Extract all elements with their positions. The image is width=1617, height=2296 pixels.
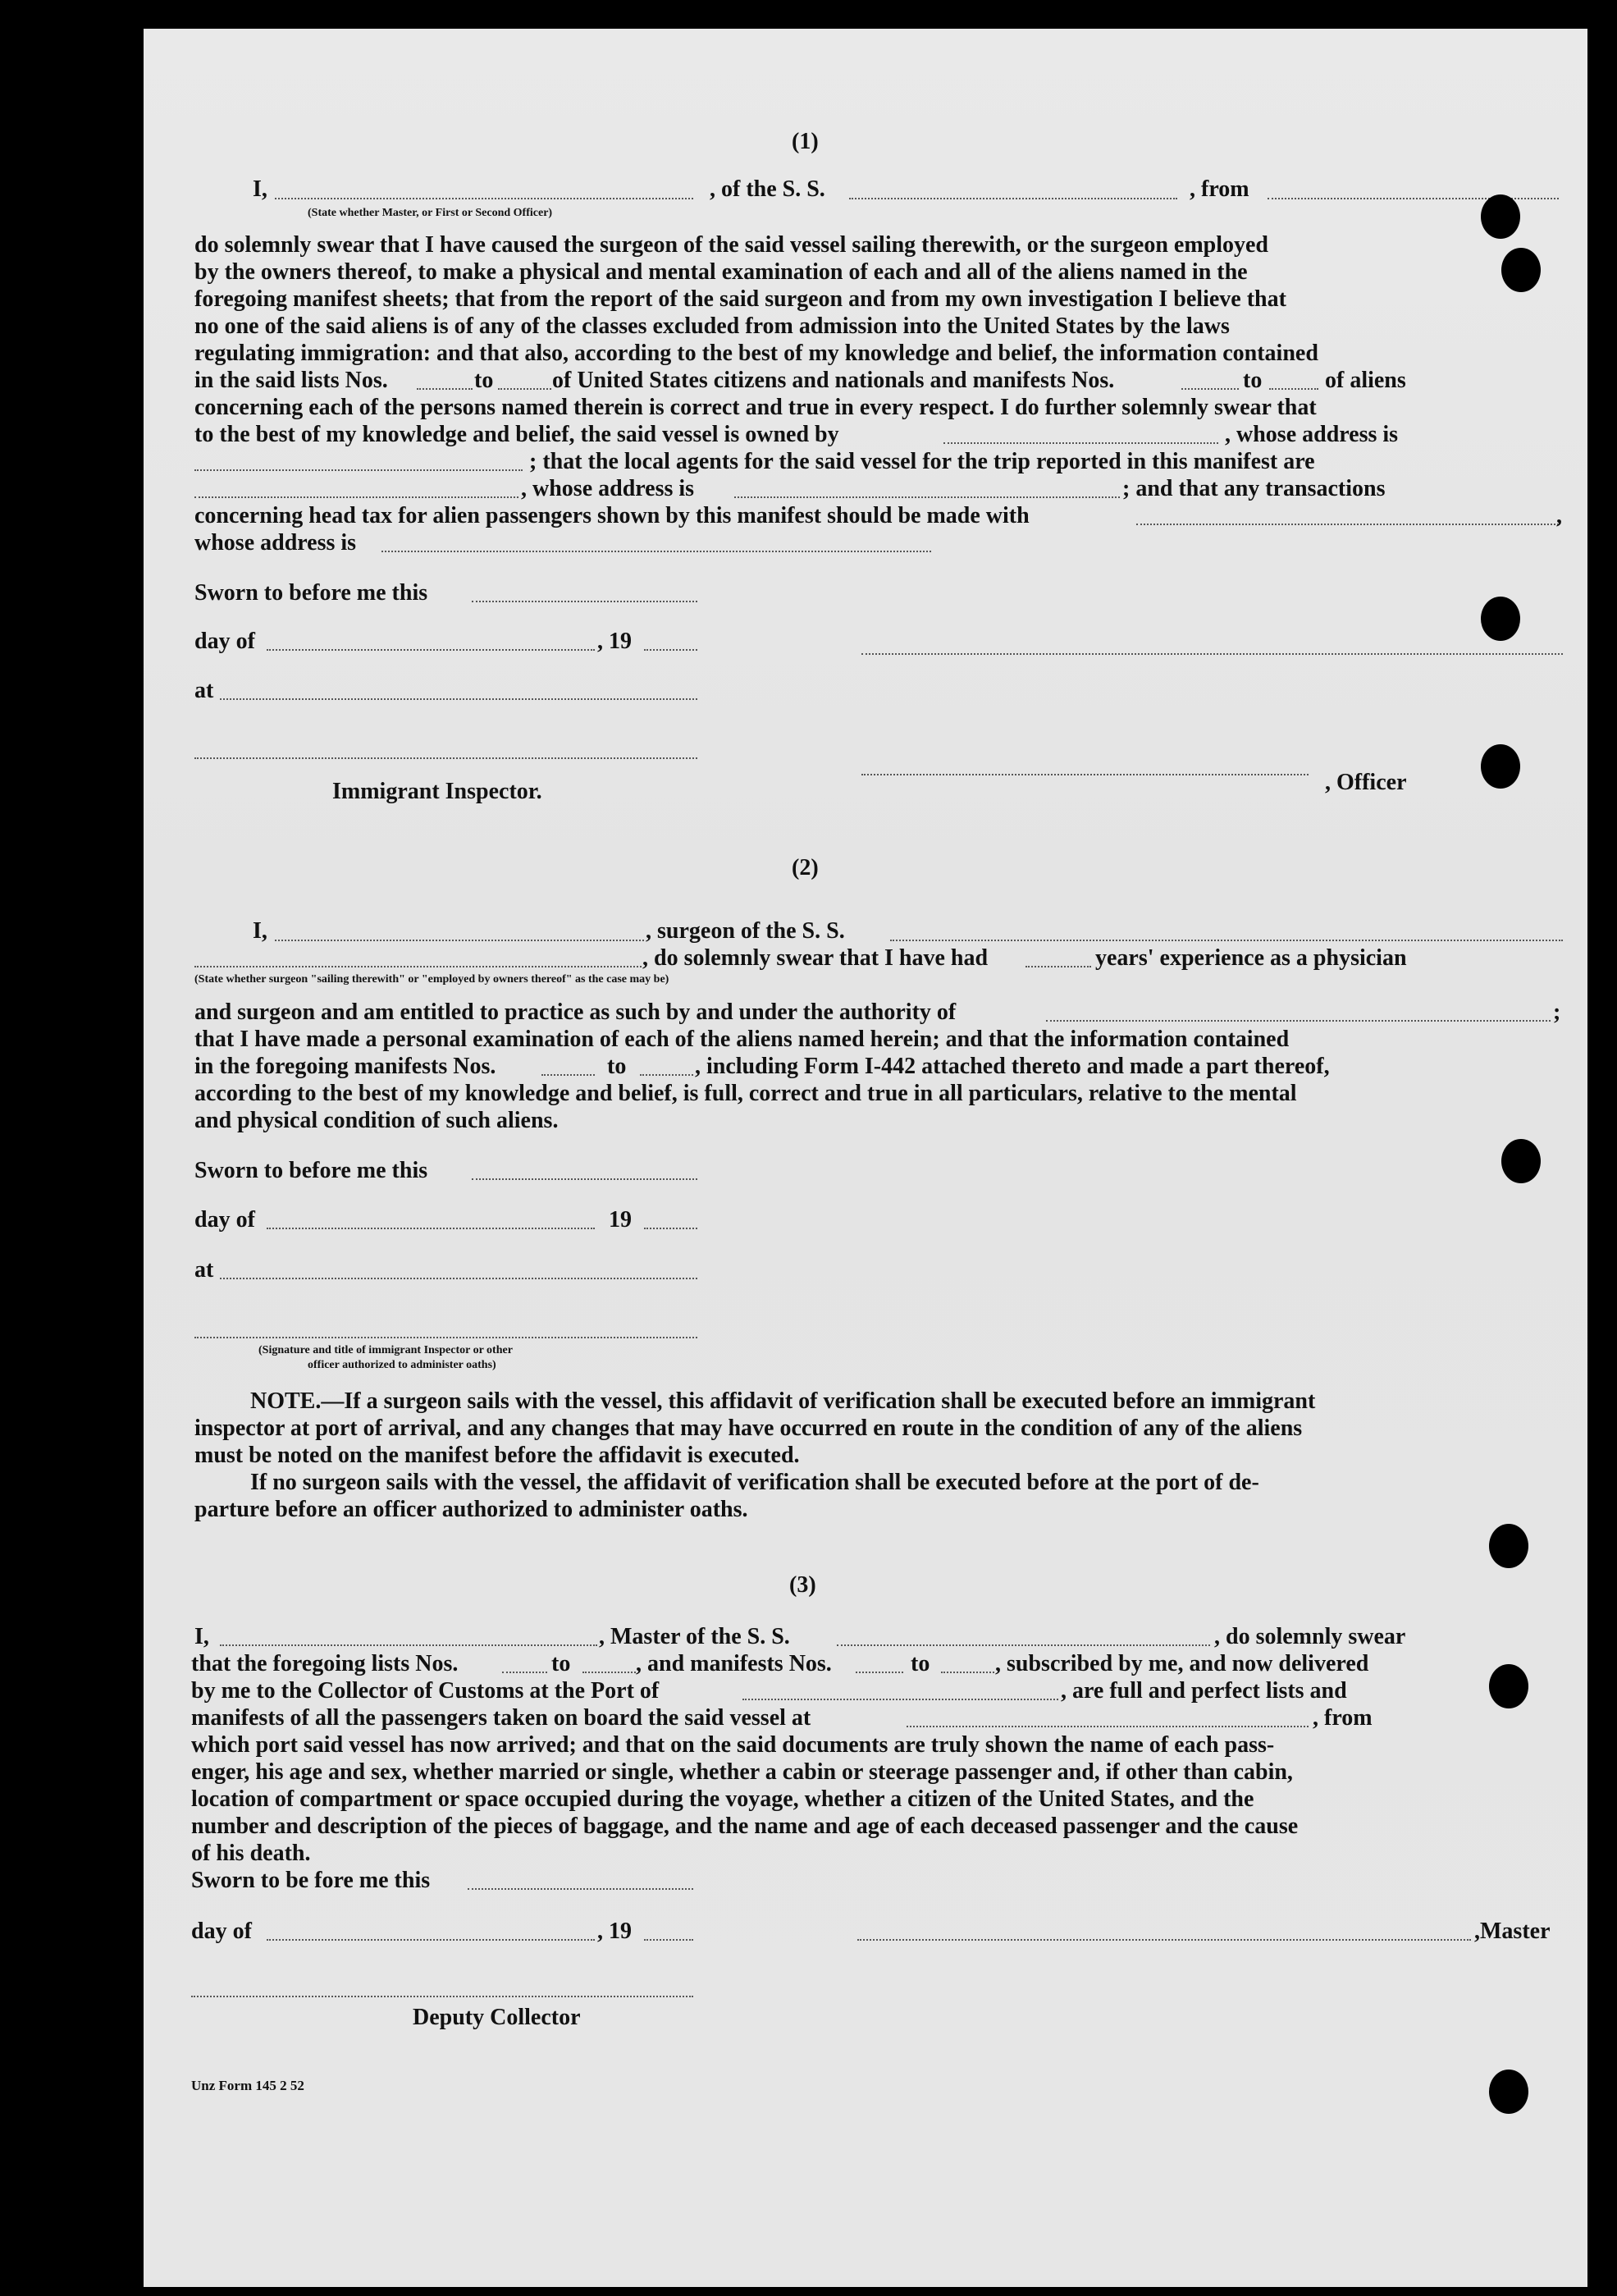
s1-line10b: ; and that any transactions: [1122, 476, 1386, 501]
s1-nineteen: , 19: [597, 629, 632, 654]
surgeon-hint: (State whether surgeon "sailing therewith" or "employed by owners thereof" as the case may be): [194, 973, 669, 986]
s2-line5: and physical condition of such aliens.: [194, 1108, 559, 1133]
lists-from-field[interactable]: [417, 388, 473, 390]
of-ss-label: , of the S. S.: [710, 176, 825, 202]
manifest-page: [144, 29, 1587, 2287]
manifests-from-field[interactable]: [1181, 388, 1239, 390]
s3-lists-to-field[interactable]: [582, 1672, 636, 1673]
s3-day-of: day of: [191, 1919, 252, 1944]
binder-hole: [1481, 597, 1520, 641]
s2-day-field[interactable]: [267, 1228, 595, 1229]
s2-line3b: to: [607, 1054, 627, 1079]
surgeon-status-field[interactable]: [194, 966, 642, 967]
owner-address-field[interactable]: [194, 469, 523, 471]
s2-vessel-field[interactable]: [890, 940, 1563, 941]
s2-signature-field[interactable]: [194, 1337, 697, 1338]
from-field[interactable]: [1268, 198, 1559, 199]
authority-field[interactable]: [1046, 1020, 1551, 1022]
s3-l3b: , from: [1313, 1705, 1373, 1731]
officer-name-field[interactable]: [275, 198, 693, 199]
s1-day-field[interactable]: [267, 649, 595, 651]
s3-l6: location of compartment or space occupied during the voyage, whether a citizen of the United States, and the: [191, 1786, 1254, 1812]
years-field[interactable]: [1025, 966, 1091, 967]
s1-line7: concerning each of the persons named therein is correct and true in every respect. I do further solemnly swear that: [194, 395, 1317, 420]
s2-manifests-from-field[interactable]: [541, 1074, 595, 1076]
s2-nineteen: 19: [609, 1207, 632, 1233]
s2-manifests-to-field[interactable]: [640, 1074, 693, 1076]
form-number: Unz Form 145 2 52: [191, 2078, 304, 2093]
s3-l3a: manifests of all the passengers taken on board the said vessel at: [191, 1705, 811, 1731]
s1-line11a: concerning head tax for alien passengers shown by this manifest should be made with: [194, 503, 1030, 528]
s2-year-field[interactable]: [644, 1228, 697, 1229]
s1-line8a: to the best of my knowledge and belief, the said vessel is owned by: [194, 422, 839, 447]
s3-year-field[interactable]: [644, 1939, 693, 1941]
s2-sworn: Sworn to before me this: [194, 1158, 428, 1183]
section3-i: I,: [194, 1624, 209, 1649]
s3-l2a: by me to the Collector of Customs at the Port of: [191, 1678, 660, 1704]
note-p1-l3: must be noted on the manifest before the affidavit is executed.: [194, 1443, 800, 1468]
surgeon-of-label: , surgeon of the S. S.: [646, 918, 845, 944]
s2-swear: , do solemnly swear that I have had: [642, 945, 989, 971]
binder-hole: [1501, 1139, 1541, 1183]
note-p2-l1: If no surgeon sails with the vessel, the affidavit of verification shall be executed before at the port of de-: [250, 1470, 1259, 1495]
binder-hole: [1481, 744, 1520, 789]
vessel-name-field[interactable]: [849, 198, 1177, 199]
note-p1-l1: NOTE.—If a surgeon sails with the vessel, this affidavit of verification shall be executed before an immigrant: [250, 1388, 1316, 1414]
s3-l7: number and description of the pieces of baggage, and the name and age of each deceased passenger and the cause: [191, 1813, 1299, 1839]
section2-heading: (2): [792, 855, 819, 880]
owner-field[interactable]: [943, 442, 1218, 444]
s3-l1d: to: [911, 1651, 930, 1676]
agents-field[interactable]: [194, 496, 518, 498]
s3-l5: enger, his age and sex, whether married or single, whether a cabin or steerage passenger and, if other than cabin,: [191, 1759, 1293, 1785]
s3-nineteen: , 19: [597, 1919, 632, 1944]
s3-swear: , do solemnly swear: [1214, 1624, 1406, 1649]
officer-hint: (State whether Master, or First or Second Officer): [308, 207, 553, 219]
s2-years: years' experience as a physician: [1095, 945, 1407, 971]
s2-at: at: [194, 1257, 214, 1283]
officer-signature-field[interactable]: [861, 774, 1309, 775]
section3-heading: (3): [789, 1572, 816, 1598]
surgeon-name-field[interactable]: [275, 940, 644, 941]
binder-hole: [1501, 248, 1541, 292]
s1-line12: whose address is: [194, 530, 357, 556]
s2-line2: that I have made a personal examination of each of the aliens named herein; and that the information contained: [194, 1027, 1290, 1052]
s1-line6c: of United States citizens and nationals and manifests Nos.: [552, 368, 1115, 393]
master-of-label: , Master of the S. S.: [599, 1624, 790, 1649]
binder-hole: [1489, 1524, 1528, 1568]
s1-sworn: Sworn to before me this: [194, 580, 428, 606]
s1-sworn-field[interactable]: [472, 601, 697, 602]
inspector-signature-field[interactable]: [194, 757, 697, 759]
s3-day-field[interactable]: [267, 1939, 595, 1941]
s1-line3: foregoing manifest sheets; that from the report of the said surgeon and from my own investigation I believe that: [194, 286, 1286, 312]
from-label: , from: [1190, 176, 1249, 202]
section2-i: I,: [253, 918, 267, 944]
s3-sworn: Sworn to be fore me this: [191, 1868, 431, 1893]
s1-line9: ; that the local agents for the said vessel for the trip reported in this manifest are: [529, 449, 1315, 474]
s2-day-of: day of: [194, 1207, 255, 1233]
s2-line4: according to the best of my knowledge and belief, is full, correct and true in all particulars, relative to the mental: [194, 1081, 1297, 1106]
s1-line1: do solemnly swear that I have caused the surgeon of the said vessel sailing therewith, or the surgeon employed: [194, 232, 1268, 258]
manifests-to-field[interactable]: [1269, 388, 1318, 390]
s1-line6d: to: [1243, 368, 1263, 393]
s3-l1c: , and manifests Nos.: [636, 1651, 832, 1676]
head-tax-address-field[interactable]: [381, 551, 931, 552]
s1-at: at: [194, 678, 214, 703]
master-name-field[interactable]: [220, 1644, 597, 1646]
s2-line3a: in the foregoing manifests Nos.: [194, 1054, 496, 1079]
s3-l8: of his death.: [191, 1841, 311, 1866]
embark-port-field[interactable]: [907, 1726, 1309, 1727]
s2-line1-end: ;: [1553, 999, 1561, 1025]
s1-line5: regulating immigration: and that also, according to the best of my knowledge and belief, the information contained: [194, 341, 1318, 366]
s2-at-field[interactable]: [220, 1278, 697, 1279]
binder-hole: [1489, 2070, 1528, 2114]
port-field[interactable]: [742, 1699, 1058, 1700]
s3-l1e: , subscribed by me, and now delivered: [995, 1651, 1369, 1676]
s3-manifests-from-field[interactable]: [856, 1672, 903, 1673]
s1-line6a: in the said lists Nos.: [194, 368, 388, 393]
immigrant-inspector-label: Immigrant Inspector.: [332, 779, 542, 804]
sig-hint-1: (Signature and title of immigrant Inspector or other: [258, 1344, 513, 1356]
s1-line8b: , whose address is: [1225, 422, 1399, 447]
s1-day-of: day of: [194, 629, 255, 654]
s3-l2b: , are full and perfect lists and: [1061, 1678, 1347, 1704]
s3-manifests-to-field[interactable]: [941, 1672, 994, 1673]
s3-sworn-field[interactable]: [468, 1888, 693, 1890]
deputy-collector-label: Deputy Collector: [413, 2005, 581, 2030]
master-label: ,Master: [1474, 1919, 1551, 1944]
s2-line3c: , including Form I-442 attached thereto and made a part thereof,: [695, 1054, 1330, 1079]
s3-vessel-field[interactable]: [837, 1644, 1210, 1646]
s1-line2: by the owners thereof, to make a physical and mental examination of each and all of the aliens named in the: [194, 259, 1248, 285]
note-p2-l2: parture before an officer authorized to administer oaths.: [194, 1497, 748, 1522]
s1-line6b: to: [474, 368, 494, 393]
lists-to-field[interactable]: [498, 388, 551, 390]
section1-heading: (1): [792, 129, 819, 154]
s2-line1: and surgeon and am entitled to practice as such by and under the authority of: [194, 999, 957, 1025]
officer-label: , Officer: [1325, 770, 1407, 795]
s1-line4: no one of the said aliens is of any of the classes excluded from admission into the United States by the laws: [194, 313, 1230, 339]
s3-lists-from-field[interactable]: [502, 1672, 547, 1673]
note-p1-l2: inspector at port of arrival, and any changes that may have occurred en route in the condition of any of the aliens: [194, 1416, 1303, 1441]
s3-l1b: to: [551, 1651, 571, 1676]
officer-signature-field-top[interactable]: [861, 653, 1563, 655]
s3-l1a: that the foregoing lists Nos.: [191, 1651, 459, 1676]
s1-year-field[interactable]: [644, 649, 697, 651]
s2-sworn-field[interactable]: [472, 1178, 697, 1180]
binder-hole: [1489, 1664, 1528, 1708]
head-tax-field[interactable]: [1136, 524, 1559, 525]
s3-l4: which port said vessel has now arrived; and that on the said documents are truly shown the name of each pass-: [191, 1732, 1275, 1758]
agents-address-field[interactable]: [734, 496, 1120, 498]
s1-at-field[interactable]: [220, 698, 697, 700]
binder-hole: [1481, 194, 1520, 239]
deputy-signature-field[interactable]: [191, 1996, 693, 1997]
s1-line11b: ,: [1556, 503, 1562, 528]
master-signature-field[interactable]: [857, 1939, 1471, 1941]
s1-line10a: , whose address is: [521, 476, 695, 501]
s1-line6e: of aliens: [1325, 368, 1406, 393]
section1-i: I,: [253, 176, 267, 202]
sig-hint-2: officer authorized to administer oaths): [308, 1359, 496, 1371]
